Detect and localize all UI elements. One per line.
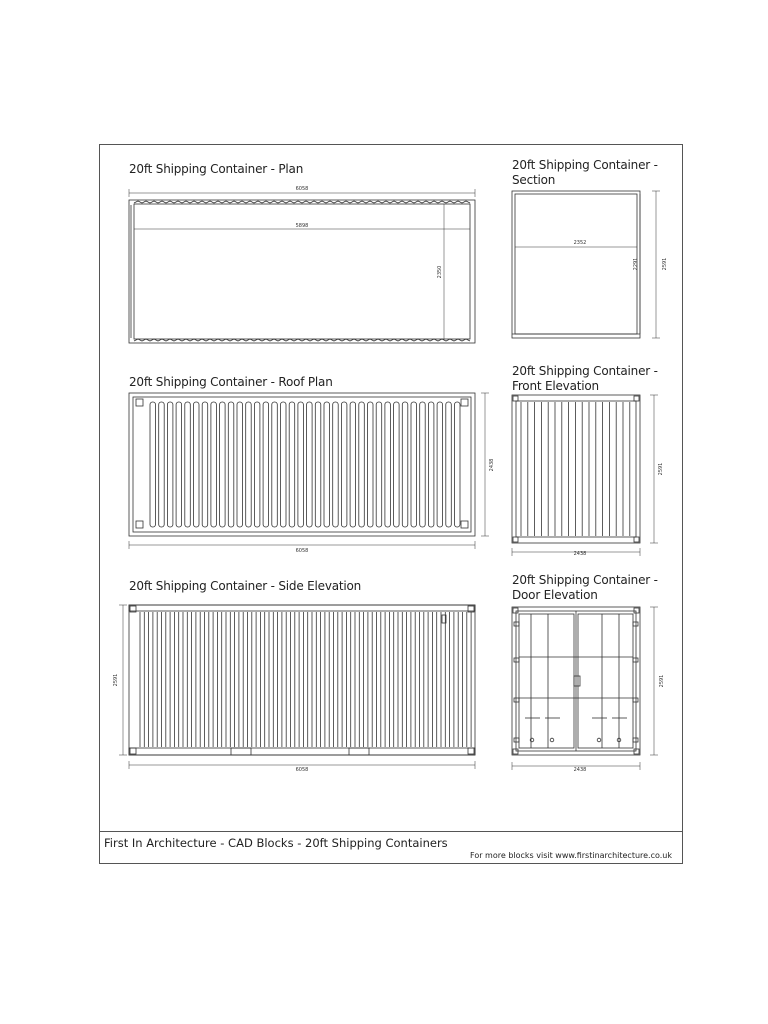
- roof-corrugation: [333, 402, 339, 527]
- door-corner-casting: [634, 608, 639, 613]
- plan-dim-overall: 6058: [295, 186, 309, 192]
- side-forklift-pocket: [231, 748, 251, 755]
- roof-dim-length: 6058: [295, 548, 309, 554]
- plan-dim-width: 2350: [437, 265, 443, 279]
- roof-corrugation: [167, 402, 173, 527]
- door-hinge: [633, 698, 638, 702]
- roof-corrugation: [437, 402, 443, 527]
- plan-corrugation-top: [134, 201, 470, 203]
- roof-corrugation: [420, 402, 426, 527]
- door-elevation-title: [512, 573, 658, 603]
- door-hinge: [633, 738, 638, 742]
- front-dim-height: 2591: [658, 462, 664, 476]
- side-outline: [129, 605, 475, 755]
- roof-corrugation: [228, 402, 234, 527]
- roof-corrugation: [298, 402, 304, 527]
- roof-corrugation: [385, 402, 391, 527]
- door-corner-casting: [513, 608, 518, 613]
- roof-corrugation: [315, 402, 321, 527]
- door-leaf-left: [519, 614, 574, 748]
- roof-corrugation: [272, 402, 278, 527]
- front-elevation-view: [512, 395, 658, 556]
- roof-corner-casting: [461, 521, 468, 528]
- roof-corrugation: [176, 402, 182, 527]
- door-hinge: [514, 738, 519, 742]
- roof-corrugation: [411, 402, 417, 527]
- door-elevation-title-line2: Door Elevation: [512, 588, 598, 602]
- plan-outline: [129, 200, 475, 343]
- front-dim-width: 2438: [573, 551, 587, 557]
- door-cam-keeper: [550, 738, 554, 742]
- plan-dim-internal: 5898: [295, 223, 309, 229]
- side-elevation-title: 20ft Shipping Container - Side Elevation: [129, 579, 362, 593]
- door-hinge: [514, 698, 519, 702]
- door-hinge: [633, 658, 638, 662]
- door-leaf-right: [578, 614, 633, 748]
- roof-corrugation: [455, 402, 461, 527]
- door-hinge: [633, 622, 638, 626]
- roof-corrugation: [350, 402, 356, 527]
- side-dim-length: 6058: [295, 767, 309, 773]
- roof-outline: [129, 393, 475, 536]
- door-hinge: [514, 658, 519, 662]
- roof-corrugation: [211, 402, 217, 527]
- roof-corrugation: [202, 402, 208, 527]
- door-hinge: [514, 622, 519, 626]
- door-cam-keeper: [597, 738, 601, 742]
- door-dim-width: 2438: [573, 767, 587, 773]
- section-dim-width: 2352: [573, 240, 587, 246]
- roof-corrugation: [428, 402, 434, 527]
- front-inner: [516, 401, 636, 537]
- roof-corrugation: [446, 402, 452, 527]
- roof-plan-view: [129, 393, 489, 549]
- section-dim-int-height: 2291: [633, 257, 639, 271]
- roof-corrugation: [185, 402, 191, 527]
- footer-divider: [99, 831, 683, 832]
- section-outline: [512, 191, 640, 338]
- roof-corrugation: [368, 402, 374, 527]
- footer-note: For more blocks visit www.firstinarchitecture.co.uk: [470, 851, 672, 860]
- front-corner-casting: [634, 396, 639, 401]
- roof-corrugation: [376, 402, 382, 527]
- roof-corrugation: [289, 402, 295, 527]
- side-dim-height: 2591: [113, 673, 119, 687]
- roof-corrugation: [237, 402, 243, 527]
- side-corner-casting: [468, 748, 474, 754]
- roof-corrugation: [254, 402, 260, 527]
- door-elevation-title-line1: 20ft Shipping Container -: [512, 573, 658, 587]
- front-elevation-title-line1: 20ft Shipping Container -: [512, 364, 658, 378]
- door-dim-height: 2591: [659, 674, 665, 688]
- door-corner-casting: [634, 749, 639, 754]
- roof-corrugation: [220, 402, 226, 527]
- roof-inner: [133, 397, 471, 532]
- roof-corrugation: [402, 402, 408, 527]
- roof-corner-casting: [136, 399, 143, 406]
- front-corner-casting: [513, 396, 518, 401]
- roof-corrugation: [159, 402, 165, 527]
- roof-corrugation: [194, 402, 200, 527]
- roof-corrugation: [324, 402, 330, 527]
- door-corner-casting: [513, 749, 518, 754]
- section-title-line2: Section: [512, 173, 556, 187]
- section-inner: [515, 194, 637, 334]
- plan-view: [129, 189, 475, 343]
- roof-corrugation: [307, 402, 313, 527]
- side-top-rail: [129, 605, 475, 611]
- roof-plan-title: 20ft Shipping Container - Roof Plan: [129, 375, 333, 389]
- front-elevation-title-line2: Front Elevation: [512, 379, 599, 393]
- front-corrugations: [521, 402, 630, 536]
- section-title-line1: 20ft Shipping Container -: [512, 158, 658, 172]
- section-dim-ext-height: 2591: [662, 257, 668, 271]
- section-title: [512, 158, 658, 188]
- door-elevation-view: [512, 607, 658, 770]
- roof-corrugation: [246, 402, 252, 527]
- roof-corrugation: [341, 402, 347, 527]
- plan-title: 20ft Shipping Container - Plan: [129, 162, 304, 176]
- side-corrugations: [140, 612, 471, 747]
- side-bottom-rail: [129, 748, 475, 755]
- footer-title: First In Architecture - CAD Blocks - 20ft Shipping Containers: [104, 836, 448, 850]
- roof-corrugations: [150, 402, 460, 527]
- front-corner-casting: [634, 537, 639, 542]
- roof-dim-width: 2438: [489, 458, 495, 472]
- roof-corrugation: [150, 402, 156, 527]
- side-forklift-pocket: [349, 748, 369, 755]
- front-outline: [512, 395, 640, 543]
- side-elevation-view: [119, 605, 475, 769]
- front-elevation-title: [512, 364, 658, 394]
- roof-corner-casting: [136, 521, 143, 528]
- roof-corrugation: [359, 402, 365, 527]
- roof-corner-casting: [461, 399, 468, 406]
- roof-corrugation: [394, 402, 400, 527]
- roof-corrugation: [263, 402, 269, 527]
- door-center-latch: [574, 676, 580, 686]
- roof-corrugation: [281, 402, 287, 527]
- front-corner-casting: [513, 537, 518, 542]
- side-corner-casting: [130, 748, 136, 754]
